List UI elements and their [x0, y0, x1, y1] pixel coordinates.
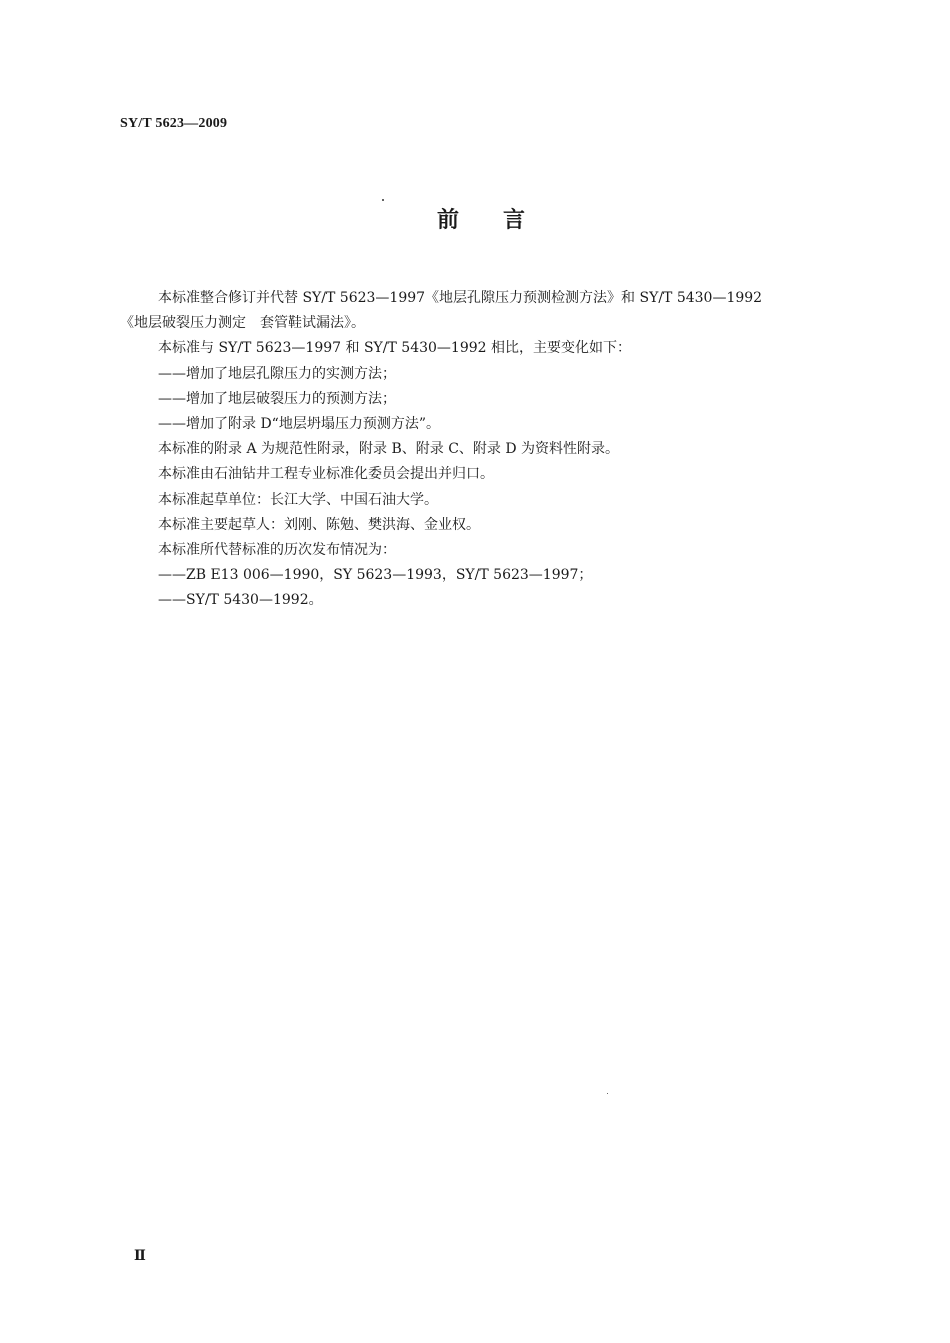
title-char-2: 言 [503, 208, 526, 233]
history-item-1: ——ZB E13 006—1990，SY 5623—1993，SY/T 5623—1997； [158, 567, 593, 584]
paragraph-appendix: 本标准的附录 A 为规范性附录，附录 B、附录 C、附录 D 为资料性附录。 [158, 441, 620, 458]
paragraph-replacement-line-2: 《地层破裂压力测定 套管鞋试漏法》。 [120, 315, 365, 332]
paragraph-changes-intro: 本标准与 SY/T 5623—1997 和 SY/T 5430—1992 相比，主要变化如下： [158, 340, 631, 357]
standard-code: SY/T 5623—2009 [120, 116, 228, 131]
change-item-3: ——增加了附录 D“地层坍塌压力预测方法”。 [158, 416, 440, 433]
preface-body [120, 286, 860, 614]
change-item-2: ——增加了地层破裂压力的预测方法； [158, 390, 396, 407]
paragraph-replacement-line-1: 本标准整合修订并代替 SY/T 5623—1997《地层孔隙压力预测检测方法》和 SY/T 5430—1992 [158, 290, 763, 306]
page-number: Ⅱ [134, 1249, 146, 1264]
paragraph-proposer: 本标准由石油钻井工程专业标准化委员会提出并归口。 [158, 466, 494, 483]
page-title [0, 203, 950, 234]
scan-speck [607, 1093, 608, 1094]
change-item-1: ——增加了地层孔隙压力的实测方法； [158, 365, 396, 382]
scan-speck [382, 199, 384, 201]
paragraph-drafters: 本标准主要起草人：刘刚、陈勉、樊洪海、金业权。 [158, 516, 480, 533]
paragraph-drafting-units: 本标准起草单位：长江大学、中国石油大学。 [158, 491, 438, 508]
title-char-1: 前 [436, 208, 459, 233]
paragraph-history-intro: 本标准所代替标准的历次发布情况为： [158, 542, 396, 559]
history-item-2: ——SY/T 5430—1992。 [158, 592, 323, 609]
